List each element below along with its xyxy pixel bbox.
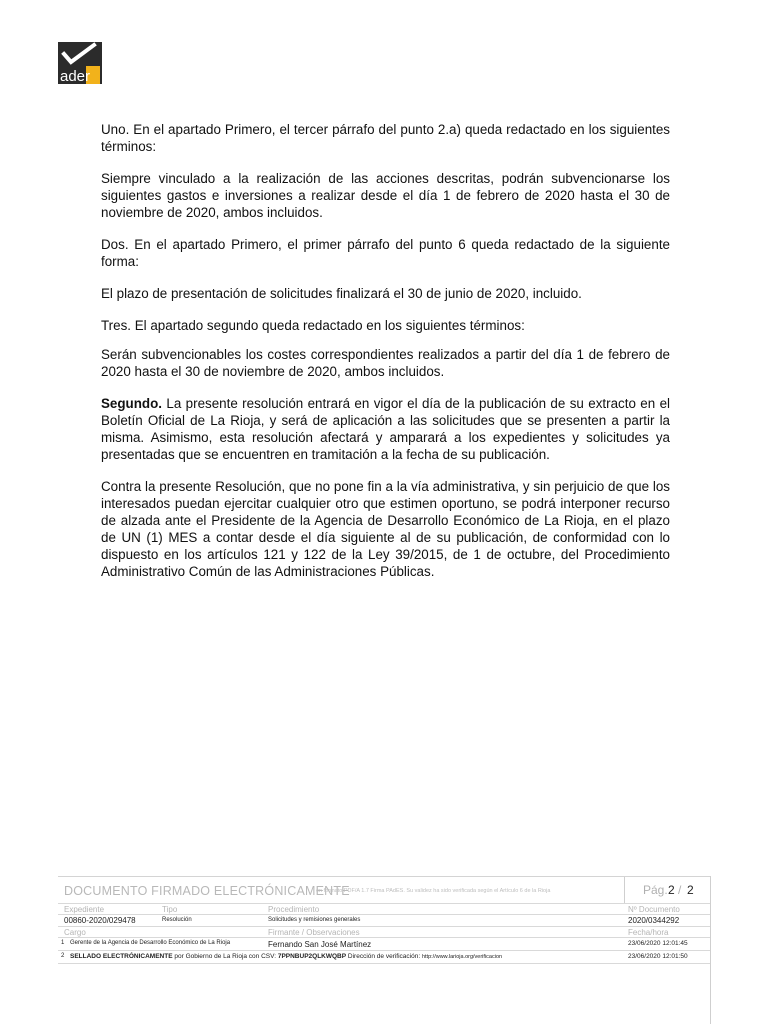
sello-text: por Gobierno de La Rioja con CSV: bbox=[172, 953, 278, 960]
expediente-label: Expediente bbox=[64, 905, 105, 914]
tipo-label: Tipo bbox=[162, 905, 178, 914]
footer-values-row bbox=[58, 914, 710, 926]
signer-row-2 bbox=[58, 950, 710, 964]
page-separator: / bbox=[678, 883, 682, 897]
cargo-label: Cargo bbox=[64, 928, 86, 937]
sello-bold: SELLADO ELECTRÓNICAMENTE bbox=[70, 953, 173, 960]
verification-label: Dirección de verificación: bbox=[346, 953, 422, 960]
procedimiento-value: Solicitudes y remisiones generales bbox=[268, 917, 361, 923]
signer-1-date: 23/06/2020 12:01:45 bbox=[628, 940, 688, 947]
ader-logo-graphic bbox=[58, 42, 102, 84]
footer-labels-row-1 bbox=[58, 903, 710, 914]
signer-1-index: 1 bbox=[61, 940, 65, 946]
document-body bbox=[101, 121, 670, 595]
csv-code: 7PPNBUP2QLKWQBP bbox=[277, 953, 347, 960]
logo-text: ader bbox=[60, 68, 91, 84]
segundo-heading: Segundo. bbox=[101, 396, 162, 411]
footer-labels-row-2 bbox=[58, 926, 710, 937]
fecha-hora-label: Fecha/hora bbox=[628, 928, 669, 937]
expediente-value: 00860-2020/029478 bbox=[64, 916, 136, 925]
paragraph-recurso: Contra la presente Resolución, que no pone fin a la vía administrativa, y sin perjuicio de que los interesados puedan ejercitar cualquier otro que estimen oportuno, se podrá interponer recurso de alzada ante el Presidente de la Agencia de Desarrollo Económico de La Rioja, en el plazo de UN (1) MES a contar desde el día siguiente al de su publicación, de conformidad con lo dispuesto en los artículos 121 y 122 de la Ley 39/2015, de 1 de octubre, del Procedimiento Administrativo Común de las Administraciones Públicas. bbox=[101, 479, 670, 579]
segundo-text: La presente resolución entrará en vigor el día de la publicación de su extracto en el Boletín Oficial de La Rioja, y será de aplicación a las solicitudes que se presenten a partir la misma. Asimismo, esta resolución afectará y amparará a los expedientes y solicitudes ya presentadas que se encuentren en tramitación a la fecha de su publicación. bbox=[101, 396, 670, 462]
signer-1-name: Fernando San José Martínez bbox=[268, 940, 372, 949]
ader-logo bbox=[58, 42, 102, 84]
signer-2-date: 23/06/2020 12:01:50 bbox=[628, 953, 688, 960]
page-indicator bbox=[624, 877, 711, 903]
paragraph-quoted-plazo: El plazo de presentación de solicitudes finalizará el 30 de junio de 2020, incluido. bbox=[101, 286, 582, 301]
paragraph-quoted-costes: Serán subvencionables los costes correspondientes realizados a partir del día 1 de febrero de 2020 hasta el 30 de noviembre de 2020, ambos incluidos. bbox=[101, 347, 670, 379]
footer-legal-note: en formato PDF/A 1.7 Firma PAdES. Su validez ha sido verificada según el Artículo 6 de la Rioja bbox=[316, 888, 551, 894]
signer-2-index: 2 bbox=[61, 953, 65, 959]
paragraph-tres: Tres. El apartado segundo queda redactado en los siguientes términos: bbox=[101, 318, 525, 333]
footer-header bbox=[58, 876, 710, 903]
paragraph-dos: Dos. En el apartado Primero, el primer párrafo del punto 6 queda redactado de la siguiente forma: bbox=[101, 237, 670, 269]
signer-row-1 bbox=[58, 937, 710, 950]
page-current: 2 bbox=[668, 883, 675, 897]
signature-footer bbox=[58, 876, 710, 964]
firmante-label: Firmante / Observaciones bbox=[268, 928, 360, 937]
n-documento-label: Nº Documento bbox=[628, 905, 680, 914]
signer-1-cargo: Gerente de la Agencia de Desarrollo Económico de La Rioja bbox=[70, 940, 231, 946]
verification-url[interactable]: http://www.larioja.org/verificacion bbox=[421, 954, 503, 960]
paragraph-uno: Uno. En el apartado Primero, el tercer párrafo del punto 2.a) queda redactado en los siguientes términos: bbox=[101, 122, 670, 154]
page-total: 2 bbox=[687, 883, 694, 897]
paragraph-segundo bbox=[101, 395, 670, 463]
tipo-value: Resolución bbox=[162, 917, 192, 923]
paragraph-quoted-gastos: Siempre vinculado a la realización de las acciones descritas, podrán subvencionarse los siguientes gastos e inversiones a realizar desde el día 1 de febrero de 2020 hasta el 30 de noviembre de 2020, ambos incluidos. bbox=[101, 171, 670, 220]
page-label: Pág. bbox=[643, 883, 668, 897]
sello-line bbox=[70, 953, 502, 960]
footer-title: DOCUMENTO FIRMADO ELECTRÓNICAMENTE bbox=[64, 884, 350, 898]
procedimiento-label: Procedimiento bbox=[268, 905, 320, 914]
n-documento-value: 2020/0344292 bbox=[628, 916, 680, 925]
